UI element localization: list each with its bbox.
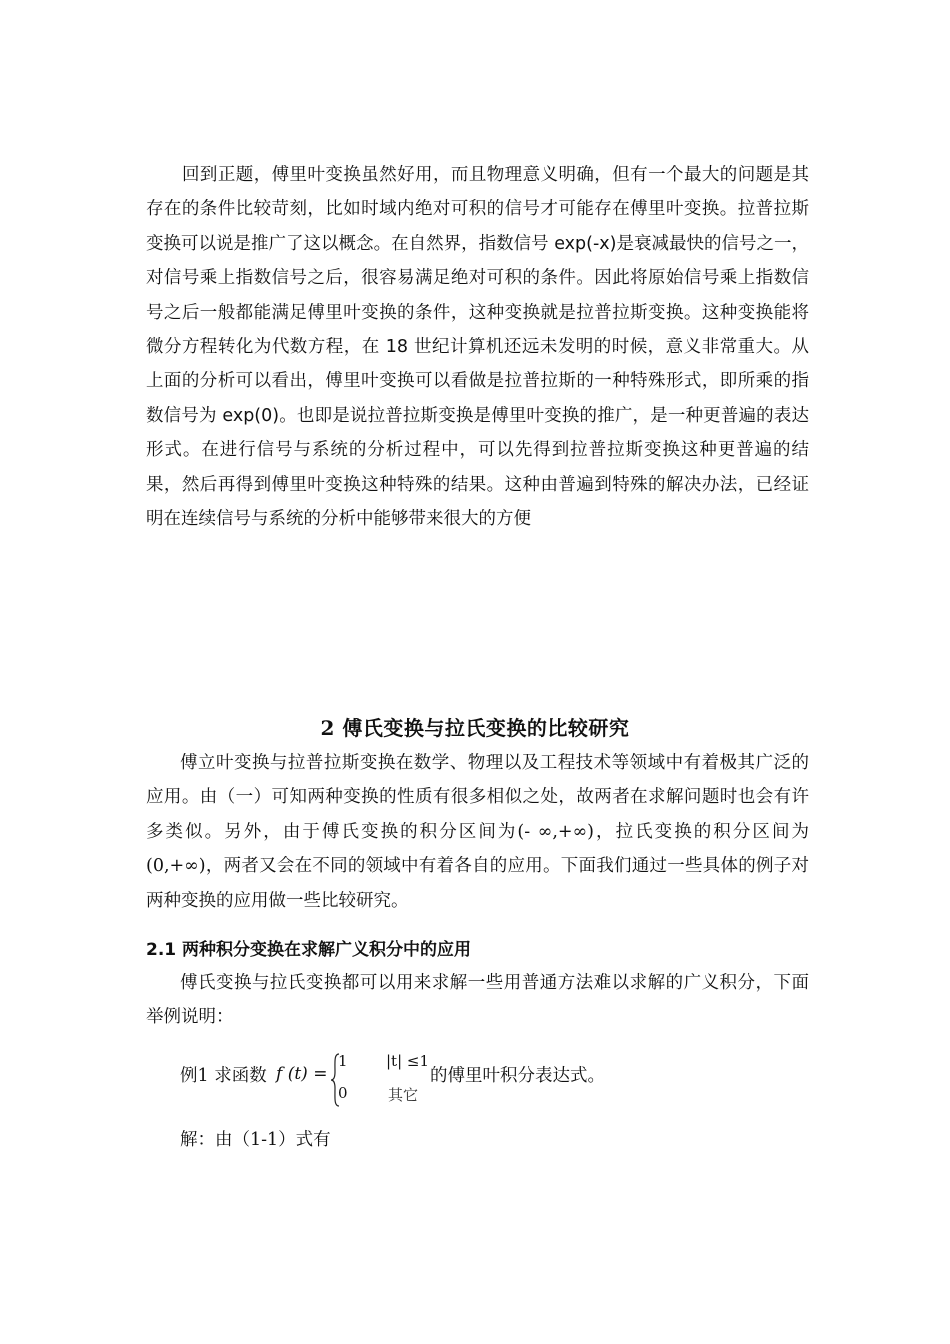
example-label: 例1 求函数 xyxy=(180,1066,267,1086)
section-intro-paragraph: 傅立叶变换与拉普拉斯变换在数学、物理以及工程技术等领域中有着极其广泛的应用。由（一）可知两种变换的性质有很多相似之处，故两者在求解问题时也会有许多类似。另外，由于傅氏变换的积分区间为(- ∞,+∞)，拉氏变换的积分区间为(0,+∞)，两者又会在不同的领域中有着各自的应用。下面我们通过一些具体的例子对两种变换的应用做一些比较研究。 xyxy=(146,753,809,911)
subsection-heading: 2.1 两种积分变换在求解广义积分中的应用 xyxy=(146,940,472,960)
case-2-condition: 其它 xyxy=(388,1086,419,1104)
case-1-value: 1 xyxy=(338,1052,348,1070)
case-2-value: 0 xyxy=(338,1084,348,1102)
intro-paragraph: 回到正题，傅里叶变换虽然好用，而且物理意义明确，但有一个最大的问题是其存在的条件比较苛刻，比如时域内绝对可积的信号才可能存在傅里叶变换。拉普拉斯变换可以说是推广了这以概念。在自然界，指数信号 exp(-x)是衰减最快的信号之一，对信号乘上指数信号之后，很容易满足绝对可积的条件。因此将原始信号乘上指数信号之后一般都能满足傅里叶变换的条件，这种变换就是拉普拉斯变换。这种变换能将微分方程转化为代数方程，在 18 世纪计算机还远未发明的时候，意义非常重大。从上面的分析可以看出，傅里叶变换可以看做是拉普拉斯的一种特殊形式，即所乘的指数信号为 exp(0)。也即是说拉普拉斯变换是傅里叶变换的推广，是一种更普遍的表达形式。在进行信号与系统的分析过程中，可以先得到拉普拉斯变换这种更普遍的结果，然后再得到傅里叶变换这种特殊的结果。这种由普遍到特殊的解决办法，已经证明在连续信号与系统的分析中能够带来很大的方便 xyxy=(146,165,809,530)
example-tail: 的傅里叶积分表达式。 xyxy=(430,1066,605,1086)
function-lhs: f (t) = xyxy=(276,1064,328,1084)
section-heading: 2 傅氏变换与拉氏变换的比较研究 xyxy=(320,716,630,740)
example-1 xyxy=(180,1052,780,1108)
subsection-paragraph: 傅氏变换与拉氏变换都可以用来求解一些用普通方法难以求解的广义积分，下面举例说明： xyxy=(146,973,809,1028)
case-1-condition: |t| ≤1 xyxy=(386,1052,430,1070)
solution-line: 解：由（1-1）式有 xyxy=(180,1130,331,1150)
